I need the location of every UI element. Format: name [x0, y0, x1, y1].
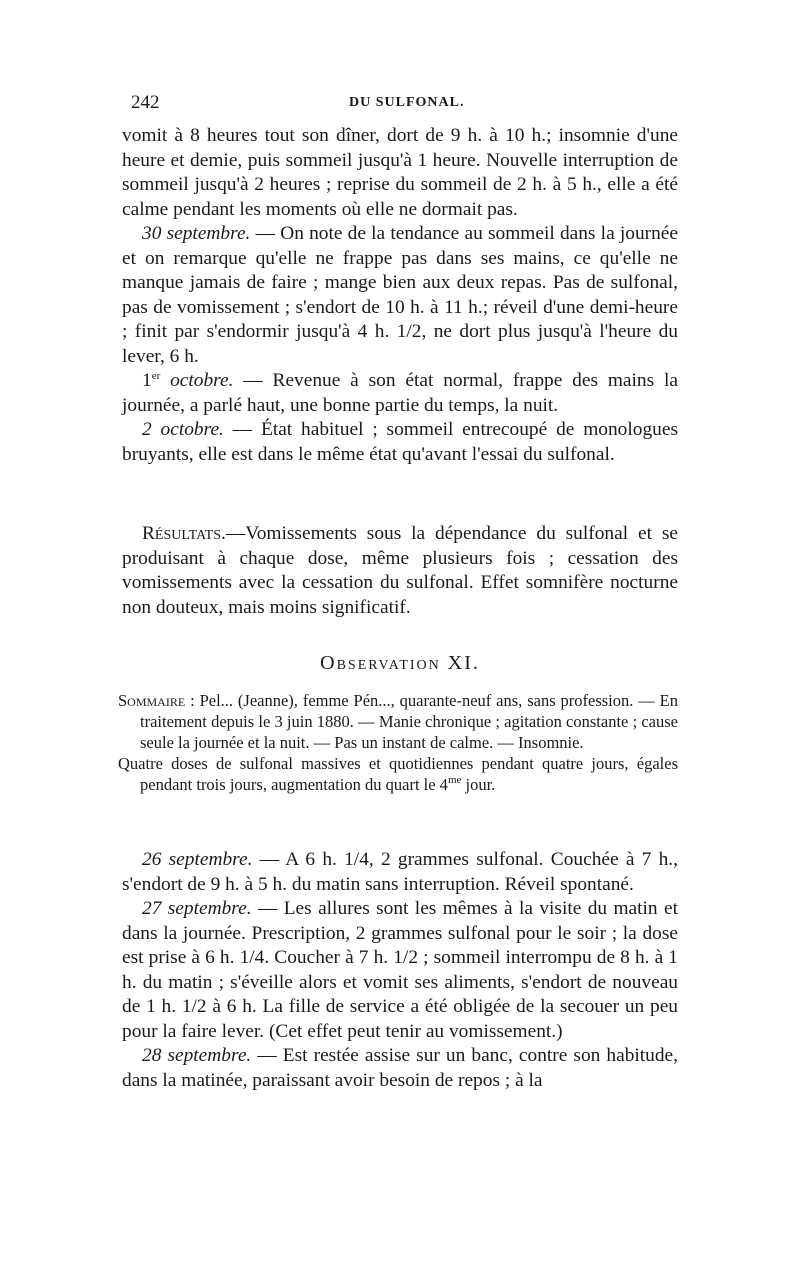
summary-text-b: jour.: [461, 775, 496, 794]
text-block-top: [122, 124, 678, 467]
ordinal-superscript: me: [447, 774, 462, 786]
observation-heading: Observation XI.: [320, 652, 480, 674]
date-label: octobre.: [160, 370, 234, 391]
paragraph-text: — Les allures sont les mêmes à la visite du matin et dans la journée. Prescription, 2 grammes sulfonal pour le soir ; la dose est prise à 6 h. 1/4. Coucher à 7 h. 1/2 ; sommeil interrompu de 8 h. à 1 h. du matin ; s'éveille alors et vomit ses aliments, s'endort de nouveau de 1 h. 1/2 à 6 h. La fille de service a été obligée de la secouer un peu pour la faire lever. (Cet effet peut tenir au vomissement.): [122, 898, 678, 1042]
paragraph-text: — A 6 h. 1/4, 2 grammes sulfonal. Couchée à 7 h., s'endort de 9 h. à 5 h. du matin sans interruption. Réveil spontané.: [122, 849, 678, 895]
date-label: 26 septembre.: [142, 849, 253, 870]
text-block-bottom: [122, 848, 678, 1093]
paragraph-continuation: vomit à 8 heures tout son dîner, dort de 9 h. à 10 h.; insomnie d'une heure et demie, puis sommeil jusqu'à 1 heure. Nouvelle interruption de sommeil jusqu'à 2 heures ; reprise du sommeil de 2 h. à 5 h., elle a été calme pendant les moments où elle ne dormait pas.: [122, 125, 678, 220]
paragraph-text: — Revenue à son état normal, frappe des mains la journée, a parlé haut, une bonne partie du temps, la nuit.: [122, 370, 678, 416]
paragraph-27-septembre: [122, 897, 678, 1044]
paragraph-text: — État habituel ; sommeil entrecoupé de monologues bruyants, elle est dans le même état qu'avant l'essai du sulfonal.: [122, 419, 679, 465]
ordinal-superscript: er: [151, 370, 161, 382]
running-title: DU SULFONAL.: [349, 95, 465, 110]
paragraph-text: — On note de la tendance au sommeil dans la journée et on remarque qu'elle ne frappe pas dans ses mains, ce qu'elle ne manque jamais de faire ; mange bien aux deux repas. Pas de sulfonal, pas de vomissement ; s'endort de 10 h. à 11 h.; réveil d'une demi-heure ; finit par s'endormir jusqu'à 4 h. 1/2, ne dort plus jusqu'à l'heure du lever, 6 h.: [122, 223, 679, 367]
summary-text-a: Quatre doses de sulfonal massives et quotidiennes pendant quatre jours, égales pendant trois jours, augmentation du quart le 4: [118, 754, 678, 794]
results-text: —Vomissements sous la dépendance du sulfonal et se produisant à chaque dose, même plusieurs fois ; cessation des vomissements avec la cessation du sulfonal. Effet somnifère nocturne non douteux, mais moins significatif.: [122, 523, 678, 618]
summary-text: : Pel... (Jeanne), femme Pén..., quarante-neuf ans, sans profession. — En traitement depuis le 3 juin 1880. — Manie chronique ; agitation constante ; cause seule la journée et la nuit. — Pas un instant de calme. — Insomnie.: [140, 691, 678, 752]
date-label: 30 septembre.: [142, 223, 251, 244]
page-number: 242: [131, 92, 160, 113]
page-header: [131, 92, 671, 116]
results-block: [122, 522, 678, 620]
summary-block: [118, 690, 678, 795]
paragraph-text: — Est restée assise sur un banc, contre son habitude, dans la matinée, paraissant avoir besoin de repos ; à la: [122, 1045, 679, 1091]
summary-line-2: [118, 753, 678, 795]
paragraph-28-septembre: [122, 1044, 678, 1093]
paragraph-30-septembre: [122, 222, 678, 369]
paragraph-26-septembre: [122, 848, 678, 897]
summary-line-1: [118, 690, 678, 753]
date-label: 27 septembre.: [142, 898, 252, 919]
date-number: 1: [142, 370, 152, 391]
summary-label: Sommaire: [118, 691, 186, 710]
date-label: 28 septembre.: [142, 1045, 252, 1066]
results-paragraph: [122, 522, 678, 620]
paragraph-1-octobre: [122, 369, 678, 418]
results-label: Résultats.: [142, 523, 226, 544]
paragraph-2-octobre: [122, 418, 678, 467]
date-label: 2 octobre.: [142, 419, 224, 440]
